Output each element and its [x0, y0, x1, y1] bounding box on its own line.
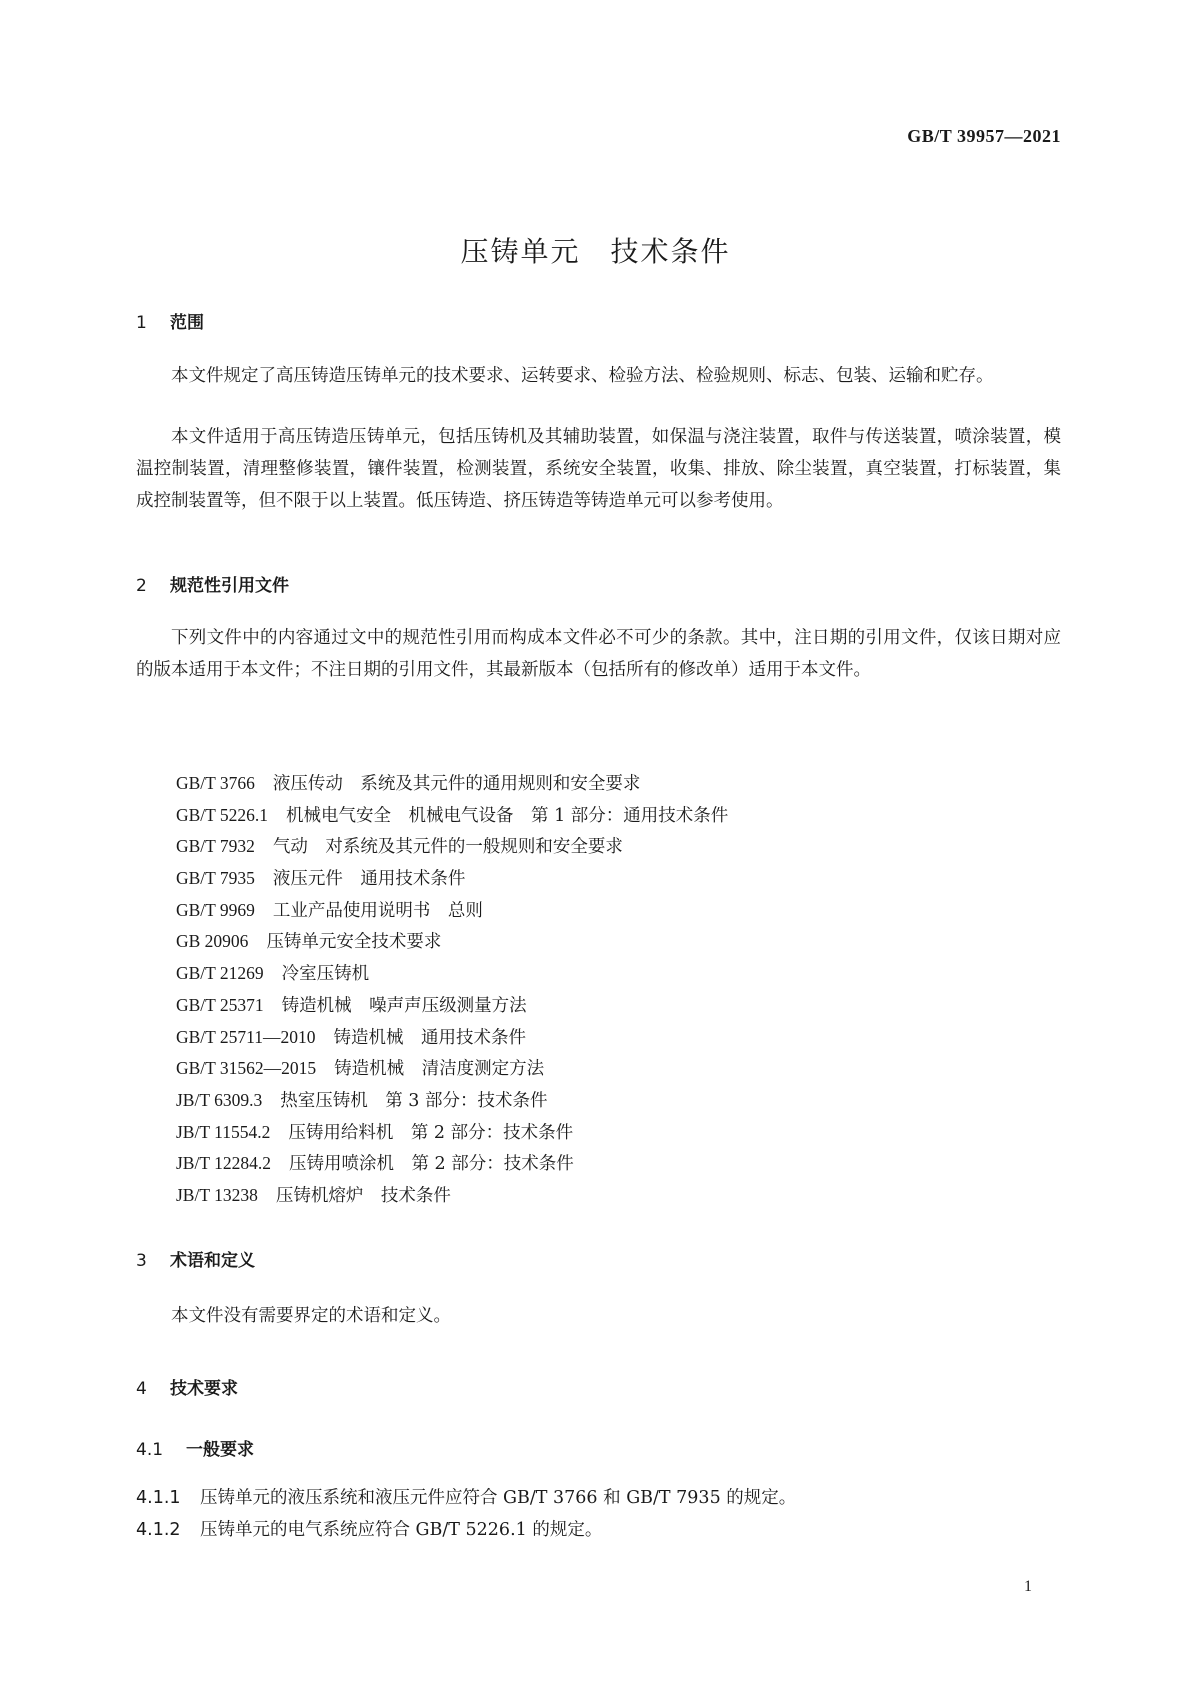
reference-code: GB 20906: [176, 931, 249, 952]
reference-item: [176, 958, 728, 990]
reference-item: [176, 768, 728, 800]
reference-code: GB/T 7935: [176, 868, 255, 889]
reference-code: GB/T 7932: [176, 836, 255, 857]
reference-code: JB/T 13238: [176, 1184, 258, 1205]
clause-text: 压铸单元的电气系统应符合 GB/T 5226.1 的规定。: [200, 1520, 603, 1540]
reference-code: JB/T 11554.2: [176, 1121, 271, 1142]
reference-title: 液压传动 系统及其元件的通用规则和安全要求: [272, 774, 641, 794]
reference-code: GB/T 25711—2010: [176, 1026, 316, 1047]
section-number: 4: [136, 1379, 147, 1399]
reference-title: 冷室压铸机: [281, 964, 370, 985]
reference-title: 压铸用给料机 第 2 部分：技术条件: [288, 1122, 574, 1143]
reference-code: JB/T 12284.2: [176, 1153, 271, 1174]
reference-item: [176, 1053, 728, 1085]
page-number: 1: [1024, 1578, 1032, 1595]
reference-code: GB/T 5226.1: [176, 804, 269, 825]
clause-text: 压铸单元的液压系统和液压元件应符合 GB/T 3766 和 GB/T 7935 的规定。: [200, 1488, 797, 1508]
subsection-title: 一般要求: [186, 1440, 254, 1460]
reference-title: 液压元件 通用技术条件: [272, 869, 466, 890]
reference-item: [176, 1022, 728, 1054]
reference-code: GB/T 9969: [176, 899, 255, 920]
section-3-paragraph-1: 本文件没有需要界定的术语和定义。: [171, 1306, 451, 1326]
reference-code: GB/T 25371: [176, 994, 264, 1015]
section-1-paragraph-1: 本文件规定了高压铸造压铸单元的技术要求、运转要求、检验方法、检验规则、标志、包装、运输和贮存。: [171, 366, 994, 386]
reference-title: 机械电气安全 机械电气设备 第 1 部分：通用技术条件: [286, 805, 729, 826]
section-title: 技术要求: [170, 1379, 238, 1399]
reference-item: [176, 1148, 728, 1180]
section-number: 3: [136, 1251, 147, 1271]
section-number: 2: [136, 576, 147, 596]
reference-title: 压铸用喷涂机 第 2 部分：技术条件: [288, 1154, 574, 1175]
clause-number: 4.1.2: [136, 1520, 181, 1540]
section-title: 术语和定义: [170, 1251, 255, 1271]
section-2-paragraph-1: 下列文件中的内容通过文中的规范性引用而构成本文件必不可少的条款。其中，注日期的引用文件，仅该日期对应的版本适用于本文件；不注日期的引用文件，其最新版本（包括所有的修改单）适用于本文件。: [136, 628, 1061, 680]
reference-title: 铸造机械 通用技术条件: [333, 1027, 527, 1048]
reference-item: [176, 863, 728, 895]
reference-title: 压铸单元安全技术要求: [266, 932, 442, 953]
reference-code: JB/T 6309.3: [176, 1089, 263, 1110]
reference-item: [176, 1180, 728, 1212]
reference-title: 工业产品使用说明书 总则: [272, 900, 483, 921]
clause-4-1-2: [136, 1516, 602, 1541]
section-number: 1: [136, 313, 147, 333]
section-1-heading: [136, 308, 204, 333]
reference-item: [176, 831, 728, 863]
section-3-heading: [136, 1246, 255, 1271]
reference-title: 铸造机械 噪声声压级测量方法: [281, 995, 527, 1016]
reference-code: GB/T 31562—2015: [176, 1058, 317, 1079]
reference-title: 热室压铸机 第 3 部分：技术条件: [280, 1090, 548, 1111]
reference-title: 压铸机熔炉 技术条件: [275, 1185, 451, 1206]
reference-item: [176, 800, 728, 832]
section-4-heading: [136, 1374, 238, 1399]
subsection-4-1-heading: [136, 1435, 254, 1460]
reference-code: GB/T 3766: [176, 773, 255, 793]
normative-references-list: [176, 768, 728, 1212]
reference-item: [176, 990, 728, 1022]
clause-4-1-1: [136, 1484, 796, 1509]
clause-number: 4.1.1: [136, 1488, 181, 1508]
section-title: 范围: [170, 313, 204, 333]
subsection-number: 4.1: [136, 1440, 164, 1460]
reference-title: 气动 对系统及其元件的一般规则和安全要求: [272, 837, 623, 858]
section-title: 规范性引用文件: [170, 576, 289, 596]
reference-item: [176, 1085, 728, 1117]
reference-item: [176, 895, 728, 927]
reference-item: [176, 1117, 728, 1149]
standard-number: GB/T 39957—2021: [907, 126, 1061, 146]
reference-item: [176, 926, 728, 958]
reference-title: 铸造机械 清洁度测定方法: [334, 1059, 545, 1080]
section-1-paragraph-2: 本文件适用于高压铸造压铸单元，包括压铸机及其辅助装置，如保温与浇注装置，取件与传送装置，喷涂装置，模温控制装置，清理整修装置，镶件装置，检测装置，系统安全装置，收集、排放、除尘装置，真空装置，打标装置，集成控制装置等，但不限于以上装置。低压铸造、挤压铸造等铸造单元可以参考使用。: [136, 427, 1061, 511]
reference-code: GB/T 21269: [176, 963, 264, 984]
section-2-heading: [136, 571, 289, 596]
document-title: 压铸单元 技术条件: [460, 235, 731, 268]
